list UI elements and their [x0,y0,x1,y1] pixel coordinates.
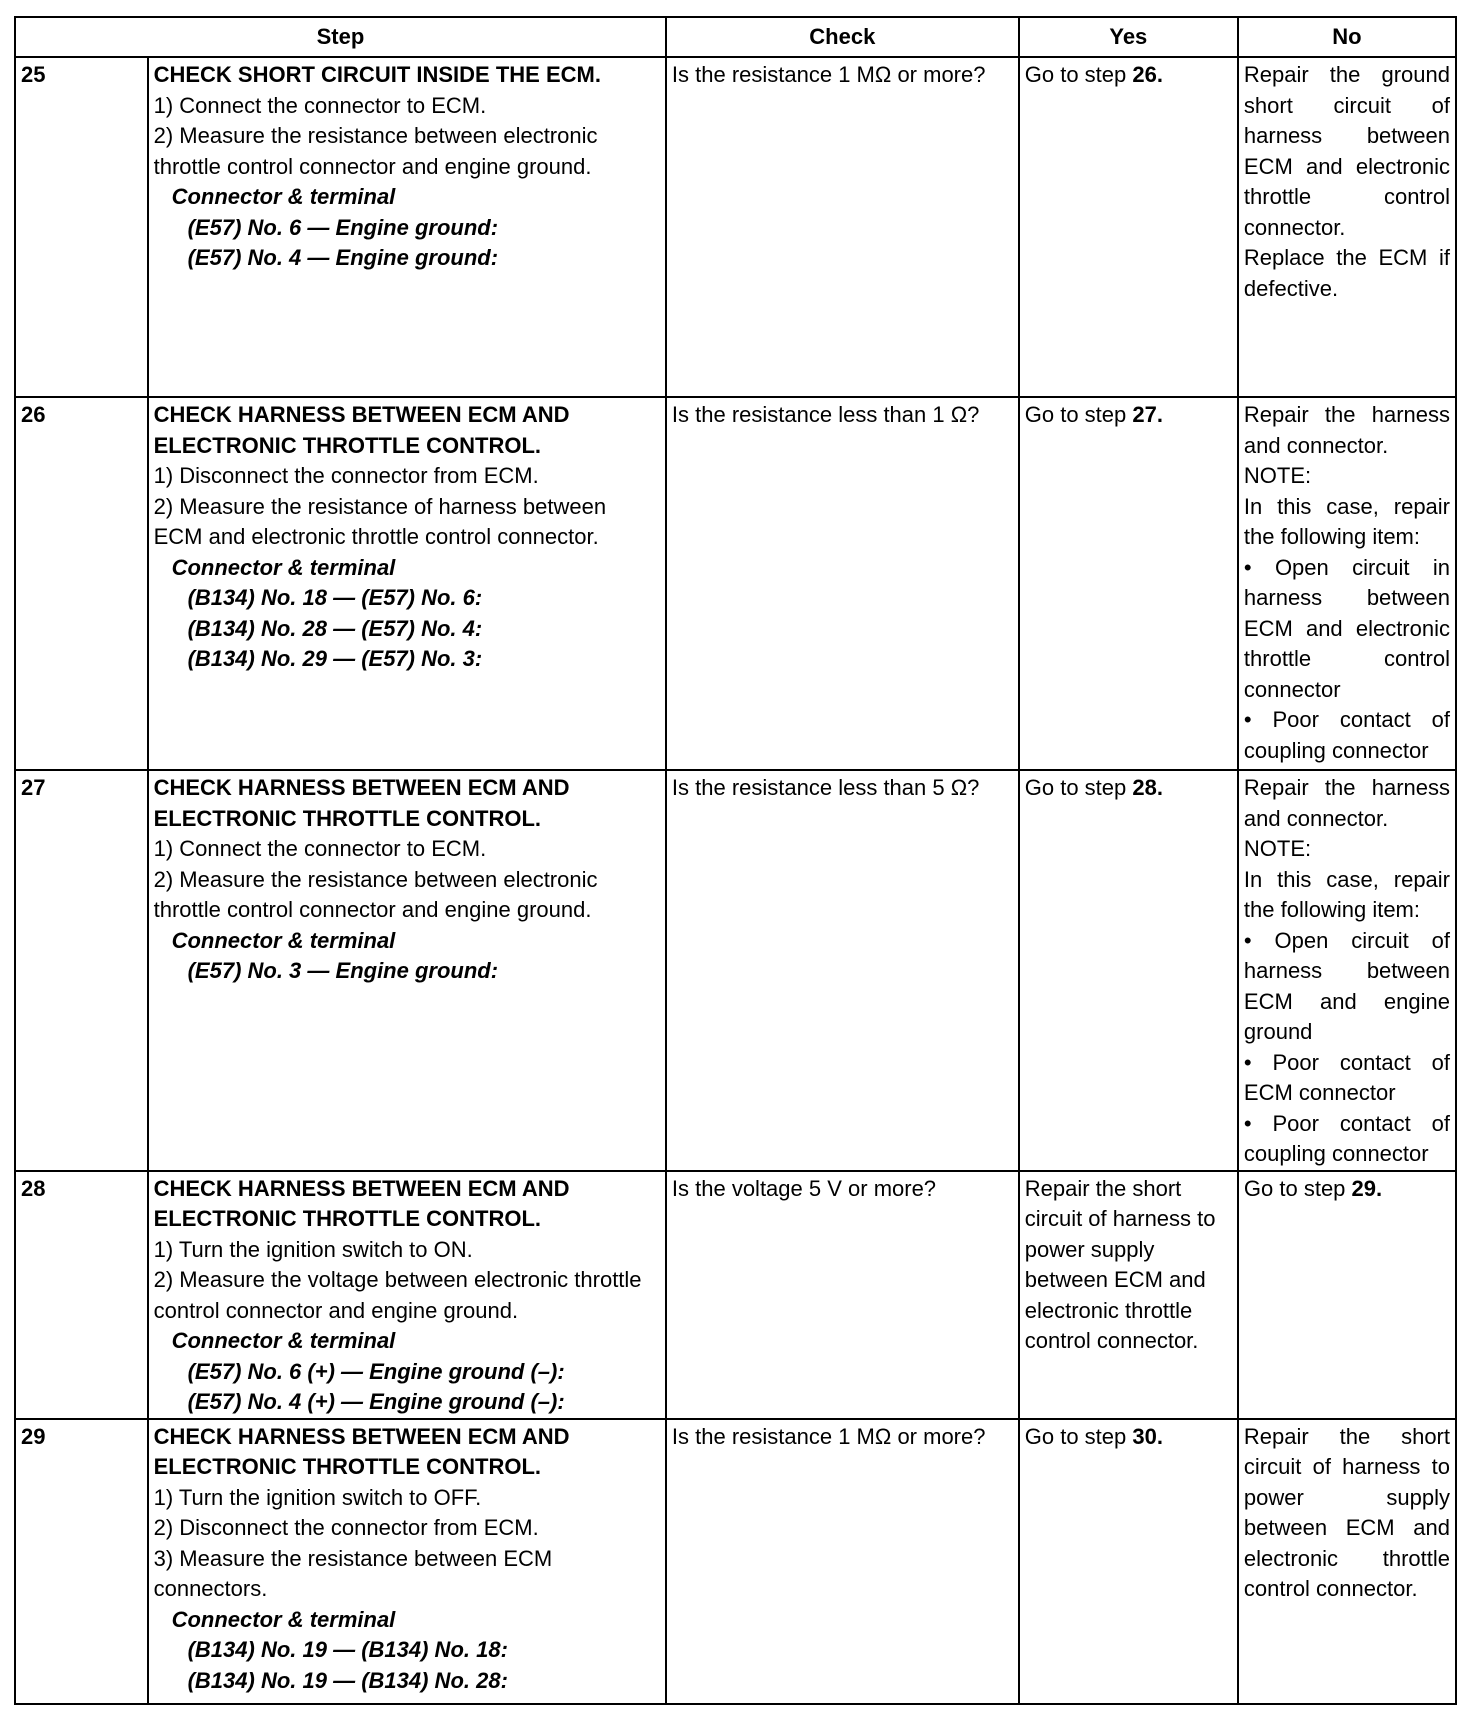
no-prefix: Go to step [1243,1175,1352,1201]
no-bullet: • Open circuit of harness between ECM and engine ground [1243,927,1450,1044]
step-cell [148,1171,666,1419]
no-step-ref: 29 [1351,1175,1377,1201]
header-no: No [1238,17,1456,57]
yes-suffix: . [1156,402,1163,427]
substep: 1) Turn the ignition switch to OFF. [153,1484,482,1510]
step-title: CHECK HARNESS BETWEEN ECM AND ELECTRONIC THROTTLE CONTROL. [153,775,570,831]
check-cell: Is the resistance 1 MΩ or more? [666,1419,1019,1704]
table-row [15,1171,1456,1419]
no-text: Replace the ECM if defective. [1243,245,1450,301]
no-cell [1238,57,1456,397]
diagnostic-table [14,16,1457,1705]
yes-step-ref: 26 [1132,62,1157,87]
connector-terminal: (B134) No. 28 — (E57) No. 4: [187,615,483,641]
connector-terminal: (E57) No. 6 — Engine ground: [187,214,499,240]
no-cell [1238,770,1456,1171]
substep: 1) Connect the connector to ECM. [153,836,487,861]
no-cell [1238,1419,1456,1704]
no-text: Repair the harness and connector. [1243,775,1450,831]
connector-label: Connector & terminal [171,184,396,209]
connector-label: Connector & terminal [171,1328,396,1353]
yes-suffix: . [1156,62,1163,87]
yes-cell [1019,397,1238,770]
no-bullet: • Poor contact of coupling connector [1243,1110,1450,1166]
no-bullet: • Poor contact of coupling connector [1243,707,1450,763]
connector-label: Connector & terminal [171,554,396,580]
yes-cell [1019,770,1238,1171]
no-text: Repair the ground short circuit of harness between ECM and electronic throttle control connector. [1243,62,1450,240]
connector-terminal: (B134) No. 19 — (B134) No. 28: [187,1667,508,1693]
connector-terminal: (E57) No. 3 — Engine ground: [187,958,499,983]
no-text: Repair the harness and connector. [1243,402,1450,458]
step-cell [148,1419,666,1704]
no-note-label: NOTE: [1243,463,1312,488]
substep: 1) Connect the connector to ECM. [153,92,487,118]
yes-step-ref: 28 [1132,775,1157,800]
yes-cell: Repair the short circuit of harness to power supply between ECM and electronic throttle control connector. [1019,1171,1238,1419]
yes-prefix: Go to step [1024,1423,1133,1449]
yes-suffix: . [1156,775,1163,800]
yes-cell [1019,57,1238,397]
no-note-label: NOTE: [1243,836,1312,861]
step-title: CHECK HARNESS BETWEEN ECM AND ELECTRONIC THROTTLE CONTROL. [153,1423,570,1479]
step-number: 28 [15,1171,148,1419]
connector-terminal: (B134) No. 18 — (E57) No. 6: [187,585,483,610]
no-text: In this case, repair the following item: [1243,866,1450,922]
connector-terminal: (E57) No. 6 (+) — Engine ground (–): [187,1358,565,1384]
step-number: 27 [15,770,148,1171]
no-bullet: • Poor contact of ECM connector [1243,1049,1450,1105]
substep: 3) Measure the resistance between ECM connectors. [153,1545,553,1601]
check-cell: Is the resistance 1 MΩ or more? [666,57,1019,397]
substep: 2) Measure the resistance of harness between ECM and electronic throttle control connector. [153,493,607,549]
substep: 1) Disconnect the connector from ECM. [153,463,539,488]
yes-step-ref: 30 [1132,1423,1157,1449]
no-cell [1238,1171,1456,1419]
connector-terminal: (B134) No. 19 — (B134) No. 18: [187,1637,508,1662]
step-title: CHECK HARNESS BETWEEN ECM AND ELECTRONIC THROTTLE CONTROL. [153,402,570,458]
yes-cell [1019,1419,1238,1704]
step-cell [148,57,666,397]
header-row [15,17,1456,57]
step-number: 25 [15,57,148,397]
header-check: Check [666,17,1019,57]
connector-terminal: (B134) No. 29 — (E57) No. 3: [187,646,483,671]
step-title: CHECK SHORT CIRCUIT INSIDE THE ECM. [153,62,601,87]
check-cell: Is the resistance less than 5 Ω? [666,770,1019,1171]
yes-prefix: Go to step [1024,402,1133,427]
no-text: In this case, repair the following item: [1243,493,1450,549]
substep: 2) Measure the voltage between electronic throttle control connector and engine ground. [153,1267,642,1323]
step-cell [148,397,666,770]
yes-step-ref: 27 [1132,402,1157,427]
step-title: CHECK HARNESS BETWEEN ECM AND ELECTRONIC THROTTLE CONTROL. [153,1175,570,1231]
no-suffix: . [1376,1175,1383,1201]
no-bullet: • Open circuit in harness between ECM and electronic throttle control connector [1243,554,1450,702]
step-number: 29 [15,1419,148,1704]
check-cell: Is the resistance less than 1 Ω? [666,397,1019,770]
connector-label: Connector & terminal [171,1606,396,1632]
header-yes: Yes [1019,17,1238,57]
table-row [15,57,1456,397]
connector-label: Connector & terminal [171,927,396,953]
header-step: Step [15,17,666,57]
substep: 2) Disconnect the connector from ECM. [153,1515,539,1540]
step-cell [148,770,666,1171]
step-number: 26 [15,397,148,770]
no-cell [1238,397,1456,770]
substep: 2) Measure the resistance between electronic throttle control connector and engine ground. [153,123,598,179]
yes-suffix: . [1156,1423,1163,1449]
no-text: Repair the short circuit of harness to power supply between ECM and electronic throttle control connector. [1243,1423,1450,1601]
connector-terminal: (E57) No. 4 (+) — Engine ground (–): [187,1389,565,1414]
table-row [15,770,1456,1171]
table-row [15,1419,1456,1704]
check-cell: Is the voltage 5 V or more? [666,1171,1019,1419]
substep: 1) Turn the ignition switch to ON. [153,1236,473,1262]
yes-prefix: Go to step [1024,775,1133,800]
yes-prefix: Go to step [1024,62,1133,87]
substep: 2) Measure the resistance between electronic throttle control connector and engine ground. [153,866,598,922]
connector-terminal: (E57) No. 4 — Engine ground: [187,245,499,270]
table-row [15,397,1456,770]
